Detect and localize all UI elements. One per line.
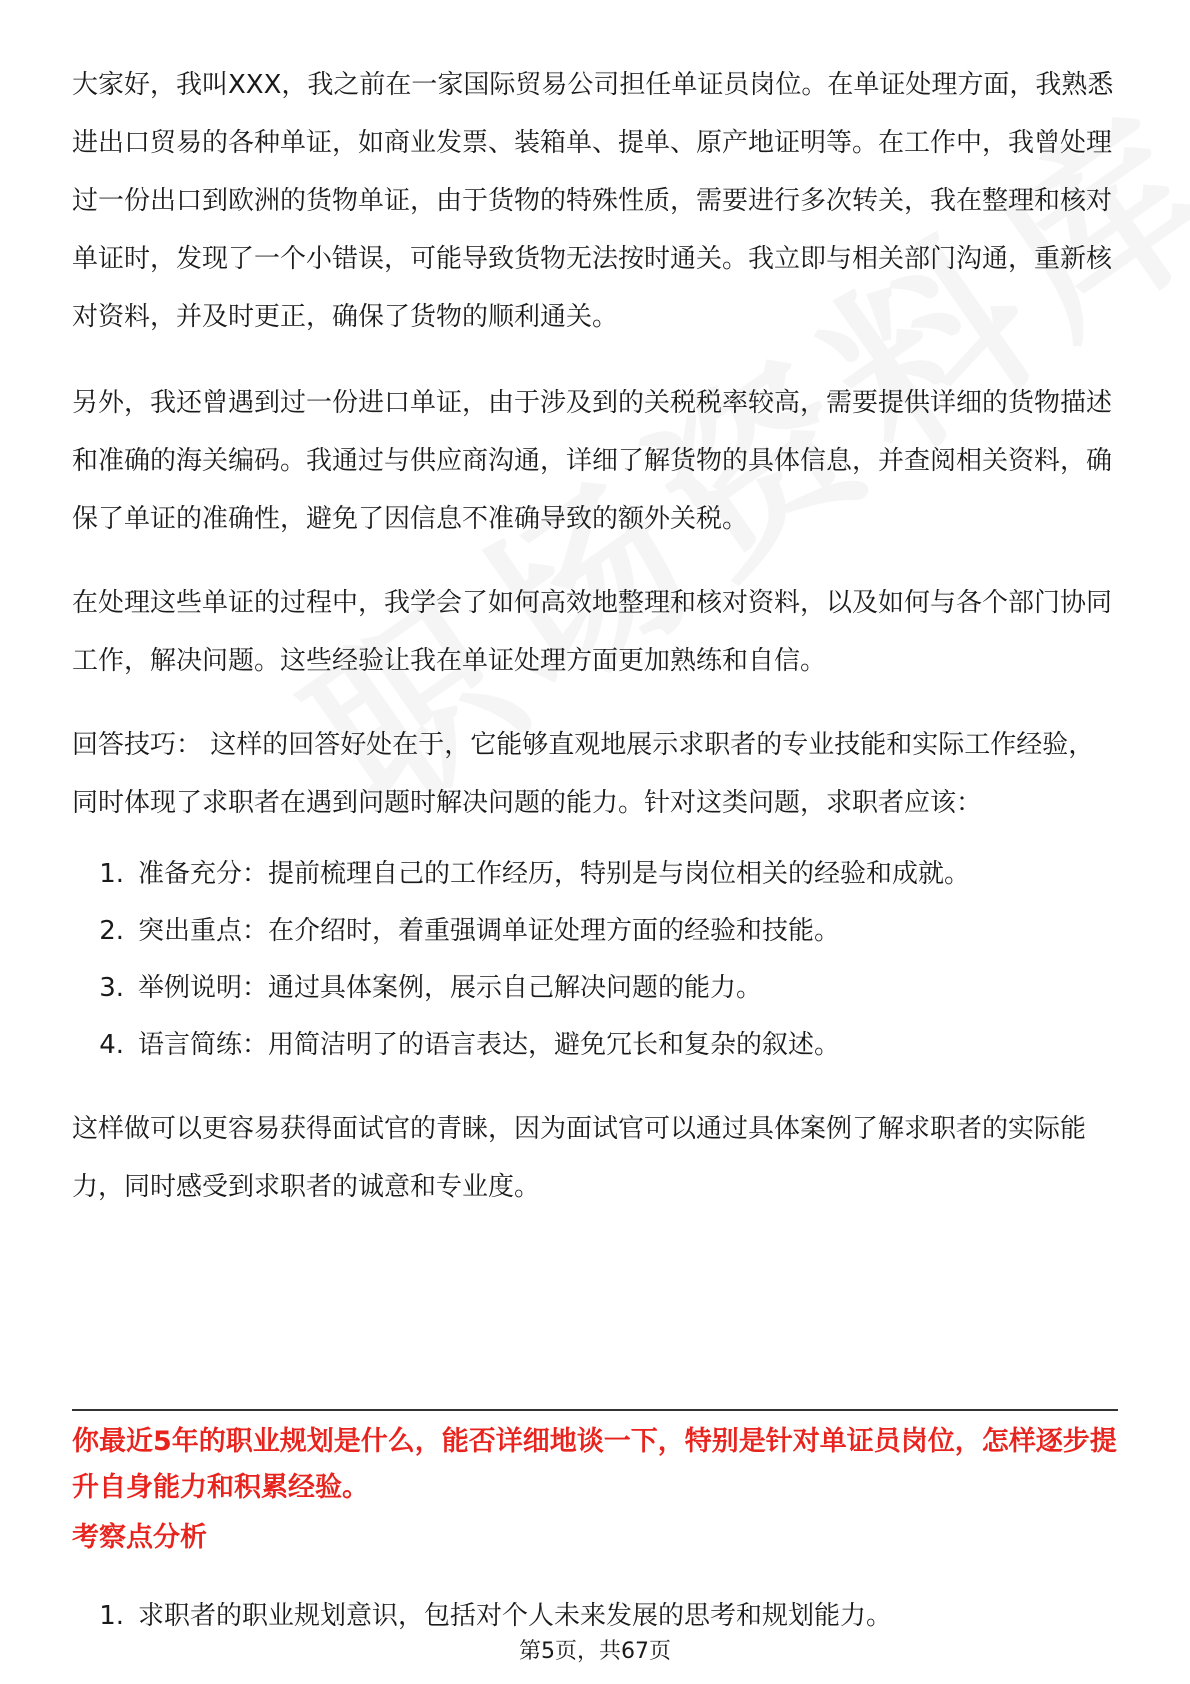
- list-item-text: 突出重点：在介绍时，着重强调单证处理方面的经验和技能。: [138, 916, 841, 946]
- list-item-number: 4.: [99, 1030, 124, 1060]
- list-item: [72, 1596, 1118, 1636]
- list-item-text: 求职者的职业规划意识，包括对个人未来发展的思考和规划能力。: [138, 1601, 893, 1631]
- list-item-number: 2.: [99, 916, 124, 946]
- tips-list: [72, 846, 1118, 1074]
- list-item-text: 准备充分：提前梳理自己的工作经历，特别是与岗位相关的经验和成就。: [138, 859, 971, 889]
- page-number: 第5页，共67页: [519, 1639, 671, 1664]
- interview-question: 你最近5年的职业规划是什么，能否详细地谈一下，特别是针对单证员岗位，怎样逐步提升自身能力和积累经验。: [72, 1426, 1117, 1503]
- analysis-list: [72, 1596, 1118, 1636]
- list-item-number: 1.: [99, 859, 124, 889]
- list-item-text: 举例说明：通过具体案例，展示自己解决问题的能力。: [138, 973, 763, 1003]
- list-item-number: 3.: [99, 973, 124, 1003]
- section-divider: [72, 1409, 1118, 1411]
- answer-paragraph-3: 在处理这些单证的过程中，我学会了如何高效地整理和核对资料，以及如何与各个部门协同工作，解决问题。这些经验让我在单证处理方面更加熟练和自信。: [72, 588, 1113, 676]
- list-item: [72, 1017, 1118, 1074]
- answer-tips-intro: 回答技巧： 这样的回答好处在于，它能够直观地展示求职者的专业技能和实际工作经验，同时体现了求职者在遇到问题时解决问题的能力。针对这类问题，求职者应该：: [72, 730, 1095, 818]
- analysis-heading: 考察点分析: [72, 1522, 207, 1553]
- list-item-number: 1.: [99, 1601, 124, 1631]
- list-item: [72, 903, 1118, 960]
- list-item: [72, 846, 1118, 903]
- answer-body: [72, 56, 1118, 1216]
- answer-paragraph-1: 大家好，我叫XXX，我之前在一家国际贸易公司担任单证员岗位。在单证处理方面，我熟悉进出口贸易的各种单证，如商业发票、装箱单、提单、原产地证明等。在工作中，我曾处理过一份出口到欧洲的货物单证，由于货物的特殊性质，需要进行多次转关，我在整理和核对单证时，发现了一个小错误，可能导致货物无法按时通关。我立即与相关部门沟通，重新核对资料，并及时更正，确保了货物的顺利通关。: [72, 70, 1114, 332]
- list-item: [72, 960, 1118, 1017]
- closing-paragraph: 这样做可以更容易获得面试官的青睐，因为面试官可以通过具体案例了解求职者的实际能力，同时感受到求职者的诚意和专业度。: [72, 1114, 1087, 1202]
- list-item-text: 语言简练：用简洁明了的语言表达，避免冗长和复杂的叙述。: [138, 1030, 841, 1060]
- answer-paragraph-2: 另外，我还曾遇到过一份进口单证，由于涉及到的关税税率较高，需要提供详细的货物描述和准确的海关编码。我通过与供应商沟通，详细了解货物的具体信息，并查阅相关资料，确保了单证的准确性，避免了因信息不准确导致的额外关税。: [72, 388, 1113, 534]
